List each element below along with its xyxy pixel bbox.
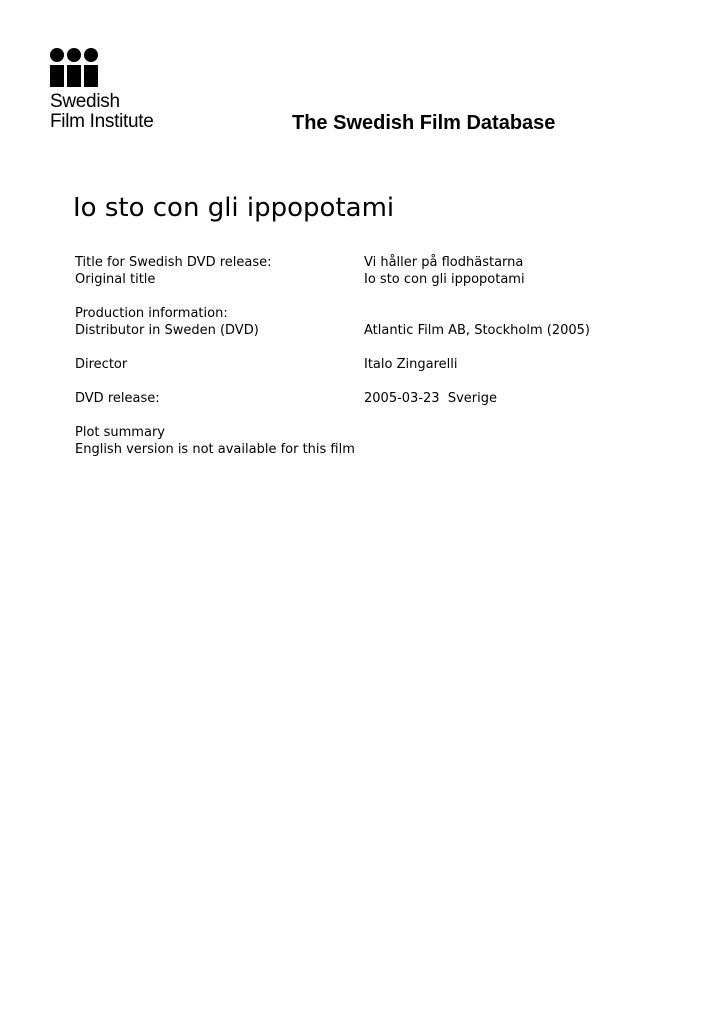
original-title-label: Original title — [75, 272, 156, 287]
film-details — [75, 254, 635, 458]
plot-heading: Plot summary — [75, 425, 165, 440]
database-title: The Swedish Film Database — [292, 112, 556, 134]
distributor-row — [75, 322, 635, 339]
sfi-logo — [50, 48, 190, 132]
director-label: Director — [75, 357, 128, 372]
sfi-logo-mark — [50, 48, 100, 88]
film-title: Io sto con gli ippopotami — [73, 193, 395, 223]
sfi-logo-text — [50, 92, 190, 132]
original-title-row — [75, 271, 635, 288]
swedish-dvd-title-row — [75, 254, 635, 271]
distributor-value: Atlantic Film AB, Stockholm (2005) — [364, 323, 591, 338]
original-title-value: Io sto con gli ippopotami — [364, 272, 525, 287]
swedish-dvd-title-value: Vi håller på flodhästarna — [364, 255, 524, 270]
logo-line-1: Swedish — [50, 91, 120, 112]
dvd-release-row — [75, 390, 635, 407]
logo-line-2: Film Institute — [50, 111, 154, 132]
production-heading: Production information: — [75, 306, 228, 321]
swedish-dvd-title-label: Title for Swedish DVD release: — [75, 255, 272, 270]
distributor-label: Distributor in Sweden (DVD) — [75, 323, 259, 338]
plot-text: English version is not available for this film — [75, 442, 355, 457]
dvd-release-value: 2005-03-23 Sverige — [364, 391, 497, 406]
dvd-release-label: DVD release: — [75, 391, 160, 406]
director-value: Italo Zingarelli — [364, 357, 458, 372]
director-row — [75, 356, 635, 373]
